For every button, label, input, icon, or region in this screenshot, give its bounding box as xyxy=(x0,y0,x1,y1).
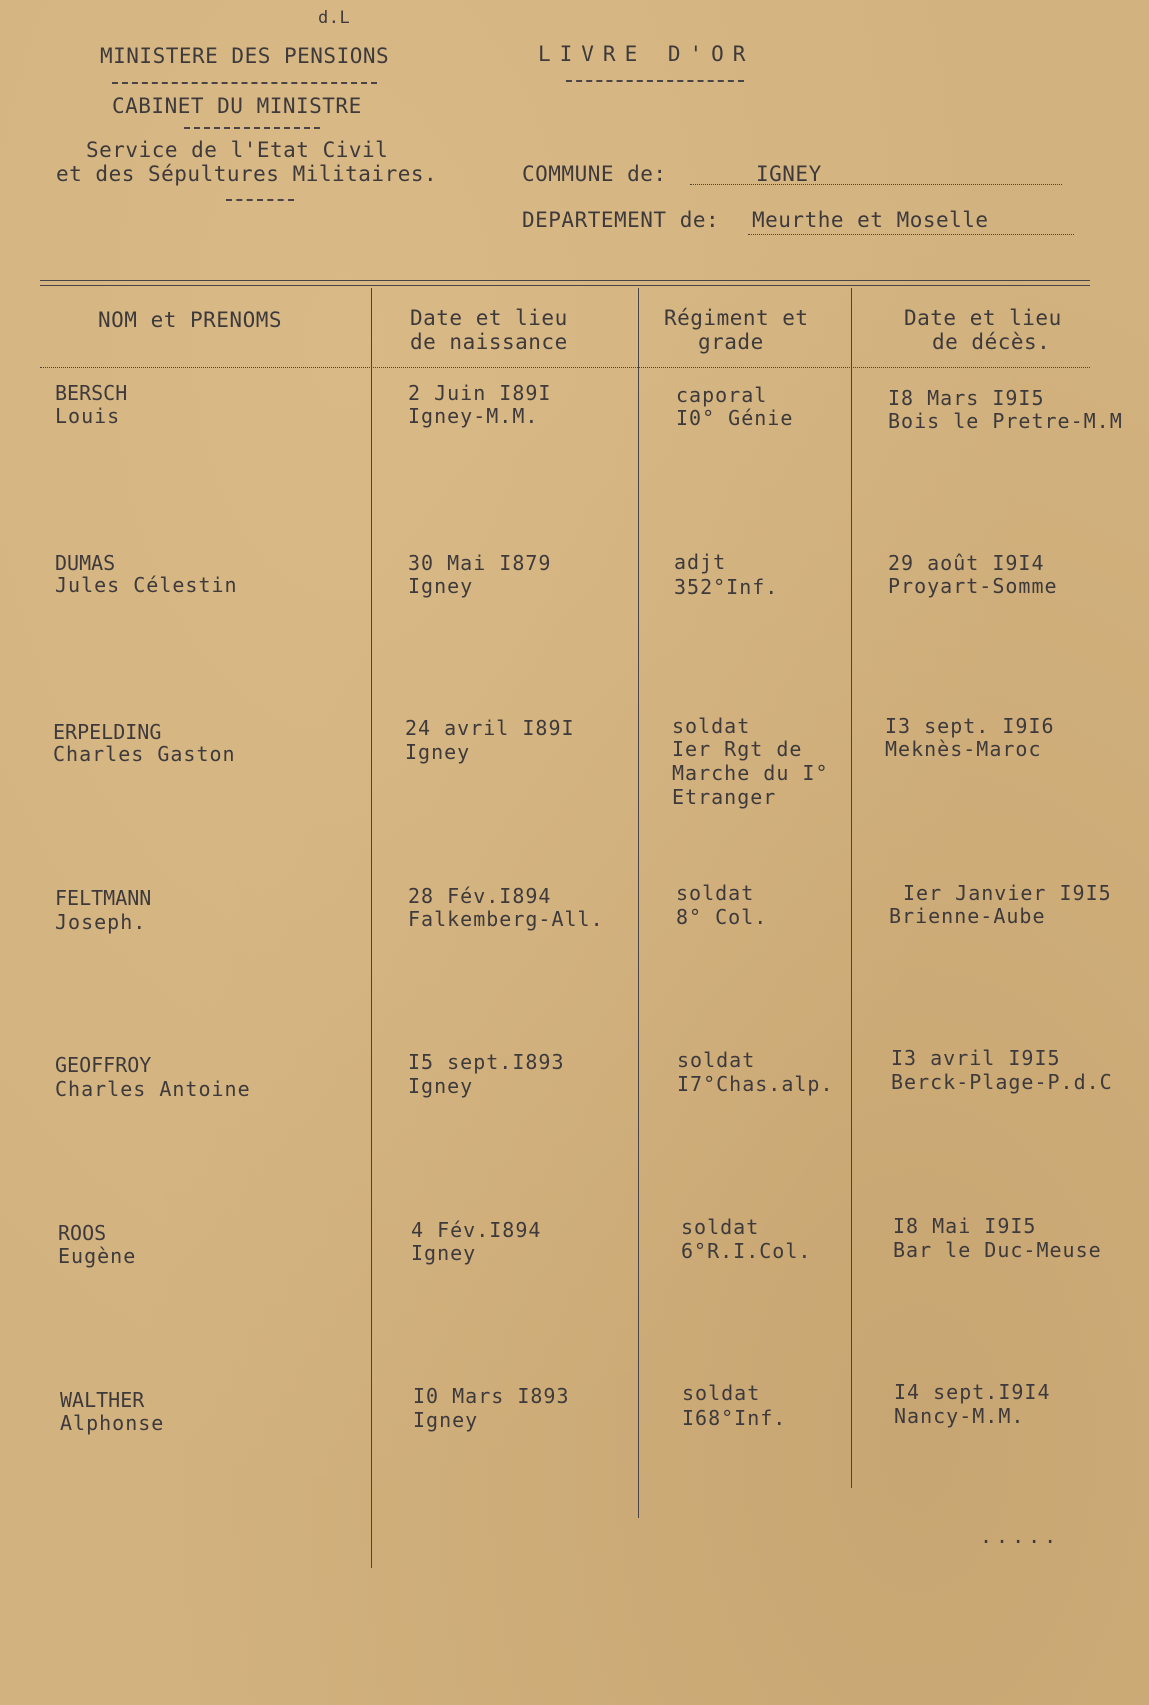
column-divider-2 xyxy=(638,288,639,1518)
row-deces-date: I8 Mai I9I5 xyxy=(893,1214,1037,1238)
service-underline xyxy=(226,199,294,201)
commune-value: IGNEY xyxy=(756,162,822,186)
column-header-nom: NOM et PRENOMS xyxy=(98,308,283,332)
row-nom: FELTMANN xyxy=(55,886,152,910)
row-naissance-date: 4 Fév.I894 xyxy=(411,1218,542,1242)
row-deces-date: I3 sept. I9I6 xyxy=(885,714,1055,738)
row-nom: WALTHER xyxy=(60,1388,145,1412)
row-prenoms: Jules Célestin xyxy=(55,573,238,597)
row-nom: GEOFFROY xyxy=(55,1053,152,1077)
commune-underline xyxy=(690,184,1062,185)
row-deces-lieu: Bois le Pretre-M.M xyxy=(888,409,1123,433)
column-divider-3 xyxy=(851,288,852,1488)
row-prenoms: Charles Gaston xyxy=(53,742,236,766)
row-deces-date: I4 sept.I9I4 xyxy=(894,1380,1051,1404)
service-line-2: et des Sépultures Militaires. xyxy=(56,162,438,186)
row-naissance-date: 24 avril I89I xyxy=(405,716,575,740)
row-naissance-date: 30 Mai I879 xyxy=(408,551,552,575)
trailing-dots: ..... xyxy=(980,1524,1061,1548)
top-mark: d.L xyxy=(318,8,351,28)
row-deces-date: 29 août I9I4 xyxy=(888,551,1045,575)
row-nom: BERSCH xyxy=(55,381,128,405)
column-divider-1 xyxy=(371,288,372,1568)
row-deces-lieu: Bar le Duc-Meuse xyxy=(893,1238,1102,1262)
row-nom: DUMAS xyxy=(55,551,116,575)
row-naissance-lieu: Igney xyxy=(408,574,474,598)
row-deces-lieu: Brienne-Aube xyxy=(889,904,1046,928)
row-deces-date: Ier Janvier I9I5 xyxy=(903,881,1112,905)
row-deces-lieu: Proyart-Somme xyxy=(888,574,1058,598)
row-deces-lieu: Berck-Plage-P.d.C xyxy=(891,1070,1113,1094)
commune-label: COMMUNE de: xyxy=(522,162,667,186)
row-naissance-date: I5 sept.I893 xyxy=(408,1050,565,1074)
row-regiment-1: caporal xyxy=(676,383,768,407)
row-naissance-lieu: Igney xyxy=(408,1074,474,1098)
row-naissance-lieu: Igney xyxy=(405,740,471,764)
row-regiment-2: 8° Col. xyxy=(676,905,768,929)
row-naissance-lieu: Igney xyxy=(411,1241,477,1265)
table-top-rule xyxy=(40,280,1090,281)
row-regiment-2: 352°Inf. xyxy=(674,575,779,599)
row-regiment-1: soldat xyxy=(672,714,751,738)
row-regiment-2: I7°Chas.alp. xyxy=(677,1072,834,1096)
row-naissance-lieu: Igney xyxy=(413,1408,479,1432)
row-naissance-date: 28 Fév.I894 xyxy=(408,884,552,908)
departement-label: DEPARTEMENT de: xyxy=(522,208,720,232)
row-regiment-1: adjt xyxy=(674,550,727,574)
table-top-rule-2 xyxy=(40,285,1090,286)
column-header-naissance-1: Date et lieu xyxy=(410,306,568,330)
row-regiment-2: Ier Rgt de xyxy=(672,737,803,761)
row-deces-date: I3 avril I9I5 xyxy=(891,1046,1061,1070)
row-naissance-lieu: Falkemberg-All. xyxy=(408,907,604,931)
row-regiment-1: soldat xyxy=(676,881,755,905)
ministry-underline xyxy=(112,82,377,84)
row-prenoms: Joseph. xyxy=(55,910,147,934)
row-prenoms: Eugène xyxy=(58,1244,137,1268)
departement-underline xyxy=(748,234,1074,235)
ministry-title: MINISTERE DES PENSIONS xyxy=(100,44,390,68)
row-naissance-date: 2 Juin I89I xyxy=(408,381,552,405)
row-naissance-lieu: Igney-M.M. xyxy=(408,404,539,428)
row-regiment-3: Marche du I° xyxy=(672,761,829,785)
row-regiment-1: soldat xyxy=(681,1215,760,1239)
row-regiment-4: Etranger xyxy=(672,785,777,809)
column-header-deces-2: de décès. xyxy=(932,330,1051,354)
row-regiment-2: I0° Génie xyxy=(676,406,794,430)
row-prenoms: Louis xyxy=(55,404,121,428)
row-regiment-2: 6°R.I.Col. xyxy=(681,1239,812,1263)
row-nom: ERPELDING xyxy=(53,720,162,744)
cabinet-underline xyxy=(184,127,320,129)
table-header-rule xyxy=(40,367,1090,368)
row-regiment-1: soldat xyxy=(682,1381,761,1405)
livre-dor-title: LIVRE D'OR xyxy=(538,42,755,66)
service-line-1: Service de l'Etat Civil xyxy=(86,138,389,162)
row-deces-date: I8 Mars I9I5 xyxy=(888,386,1045,410)
departement-value: Meurthe et Moselle xyxy=(752,208,989,232)
row-prenoms: Charles Antoine xyxy=(55,1077,251,1101)
row-naissance-date: I0 Mars I893 xyxy=(413,1384,570,1408)
row-prenoms: Alphonse xyxy=(60,1411,165,1435)
row-deces-lieu: Meknès-Maroc xyxy=(885,737,1042,761)
column-header-deces-1: Date et lieu xyxy=(904,306,1062,330)
column-header-regiment-2: grade xyxy=(698,330,764,354)
row-deces-lieu: Nancy-M.M. xyxy=(894,1404,1025,1428)
row-regiment-2: I68°Inf. xyxy=(682,1406,787,1430)
livre-underline xyxy=(566,80,744,82)
row-nom: ROOS xyxy=(58,1221,107,1245)
row-regiment-1: soldat xyxy=(677,1048,756,1072)
cabinet-title: CABINET DU MINISTRE xyxy=(112,94,362,118)
column-header-regiment-1: Régiment et xyxy=(664,306,809,330)
column-header-naissance-2: de naissance xyxy=(410,330,568,354)
